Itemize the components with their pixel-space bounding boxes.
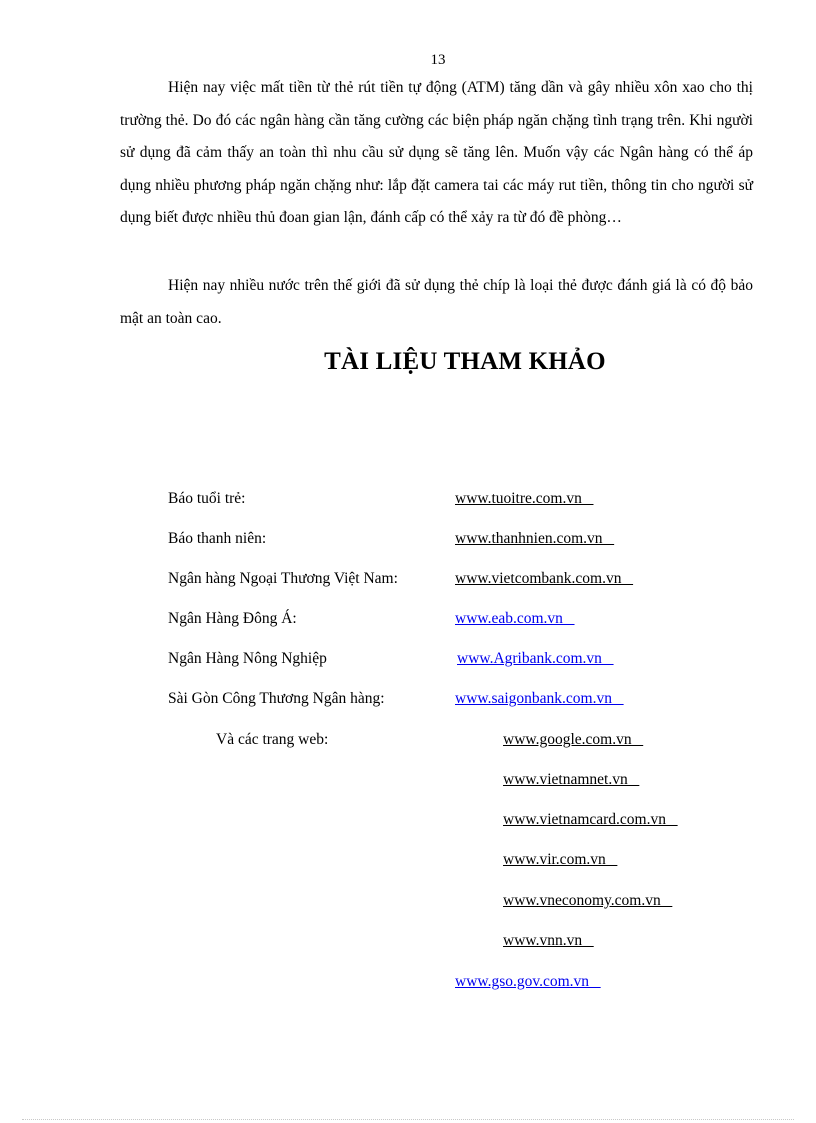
- reference-link[interactable]: www.vietcombank.com.vn: [455, 570, 634, 587]
- reference-link[interactable]: www.google.com.vn: [503, 731, 644, 748]
- references-title: TÀI LIỆU THAM KHẢO: [324, 348, 606, 375]
- page-bottom-divider: [22, 1119, 794, 1120]
- body-paragraph-chip-card: Hiện nay nhiều nước trên thế giới đã sử dụng thẻ chíp là loại thẻ được đánh giá là có độ bảo mật an toàn cao.: [120, 277, 753, 327]
- reference-label: Sài Gòn Công Thương Ngân hàng:: [168, 690, 385, 707]
- reference-link[interactable]: www.gso.gov.com.vn: [455, 973, 601, 990]
- reference-link[interactable]: www.eab.com.vn: [455, 610, 575, 627]
- reference-link[interactable]: www.vnn.vn: [503, 932, 594, 949]
- reference-link[interactable]: www.vietnamcard.com.vn: [503, 811, 678, 828]
- reference-label: Ngân hàng Ngoại Thương Việt Nam:: [168, 570, 398, 587]
- reference-label: Báo thanh niên:: [168, 530, 267, 547]
- reference-link[interactable]: www.vir.com.vn: [503, 851, 618, 868]
- page-number: 13: [430, 52, 446, 68]
- reference-link[interactable]: www.tuoitre.com.vn: [455, 490, 594, 507]
- reference-label: Và các trang web:: [216, 731, 329, 748]
- reference-label: Ngân Hàng Nông Nghiệp: [168, 650, 327, 667]
- reference-link[interactable]: www.Agribank.com.vn: [457, 650, 614, 667]
- reference-link[interactable]: www.vietnamnet.vn: [503, 771, 640, 788]
- reference-label: Báo tuổi trẻ:: [168, 490, 246, 507]
- reference-link[interactable]: www.thanhnien.com.vn: [455, 530, 615, 547]
- reference-link[interactable]: www.vneconomy.com.vn: [503, 892, 673, 909]
- reference-link[interactable]: www.saigonbank.com.vn: [455, 690, 624, 707]
- body-paragraph-atm: Hiện nay việc mất tiền từ thẻ rút tiền tự động (ATM) tăng dần và gây nhiều xôn xao cho thị trường thẻ. Do đó các ngân hàng cần tăng cường các biện pháp ngăn chặng tình trạng trên. Khi người sử dụng đã cảm thấy an toàn thì nhu cầu sử dụng sẽ tăng lên. Muốn vậy các Ngân hàng có thể áp dụng nhiều phương pháp ngăn chặng như: lắp đặt camera tai các máy rut tiền, thông tin cho người sử dụng biết được nhiều thủ đoan gian lận, đánh cấp có thể xảy ra từ đó đề phòng…: [120, 79, 753, 226]
- reference-label: Ngân Hàng Đông Á:: [168, 610, 297, 627]
